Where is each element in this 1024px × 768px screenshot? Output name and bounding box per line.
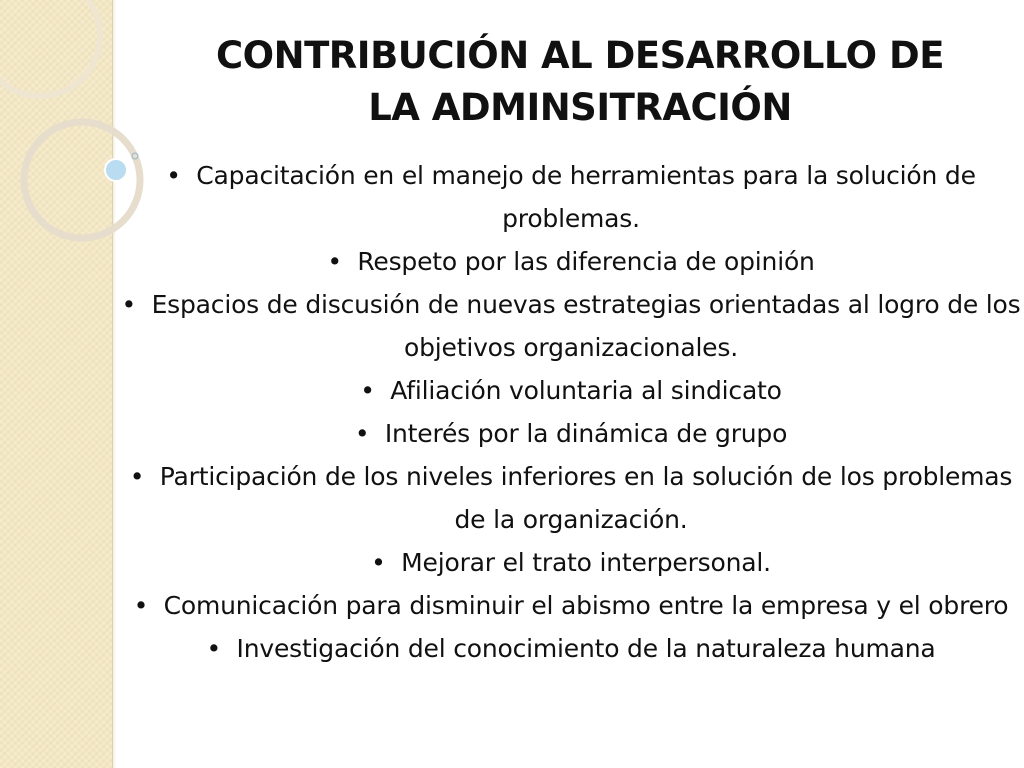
bullet-item: • Afiliación voluntaria al sindicato <box>118 369 1024 412</box>
page-title <box>140 30 1020 134</box>
bullet-item: • Respeto por las diferencia de opinión <box>118 240 1024 283</box>
bullet-item: • Interés por la dinámica de grupo <box>118 412 1024 455</box>
bullet-item: • Mejorar el trato interpersonal. <box>118 541 1024 584</box>
bullet-item: • Espacios de discusión de nuevas estrategias orientadas al logro de los objetivos organizacionales. <box>118 283 1024 369</box>
bullet-list <box>118 154 1024 670</box>
bullet-item: • Comunicación para disminuir el abismo entre la empresa y el obrero <box>118 584 1024 627</box>
bullet-item: • Investigación del conocimiento de la naturaleza humana <box>118 627 1024 670</box>
bullet-item: • Participación de los niveles inferiores en la solución de los problemas de la organización. <box>118 455 1024 541</box>
bullet-item: • Capacitación en el manejo de herramientas para la solución de problemas. <box>118 154 1024 240</box>
title-line-2: LA ADMINSITRACIÓN <box>368 86 792 129</box>
top-ring-decoration <box>0 0 100 96</box>
title-line-1: CONTRIBUCIÓN AL DESARROLLO DE <box>216 34 944 77</box>
